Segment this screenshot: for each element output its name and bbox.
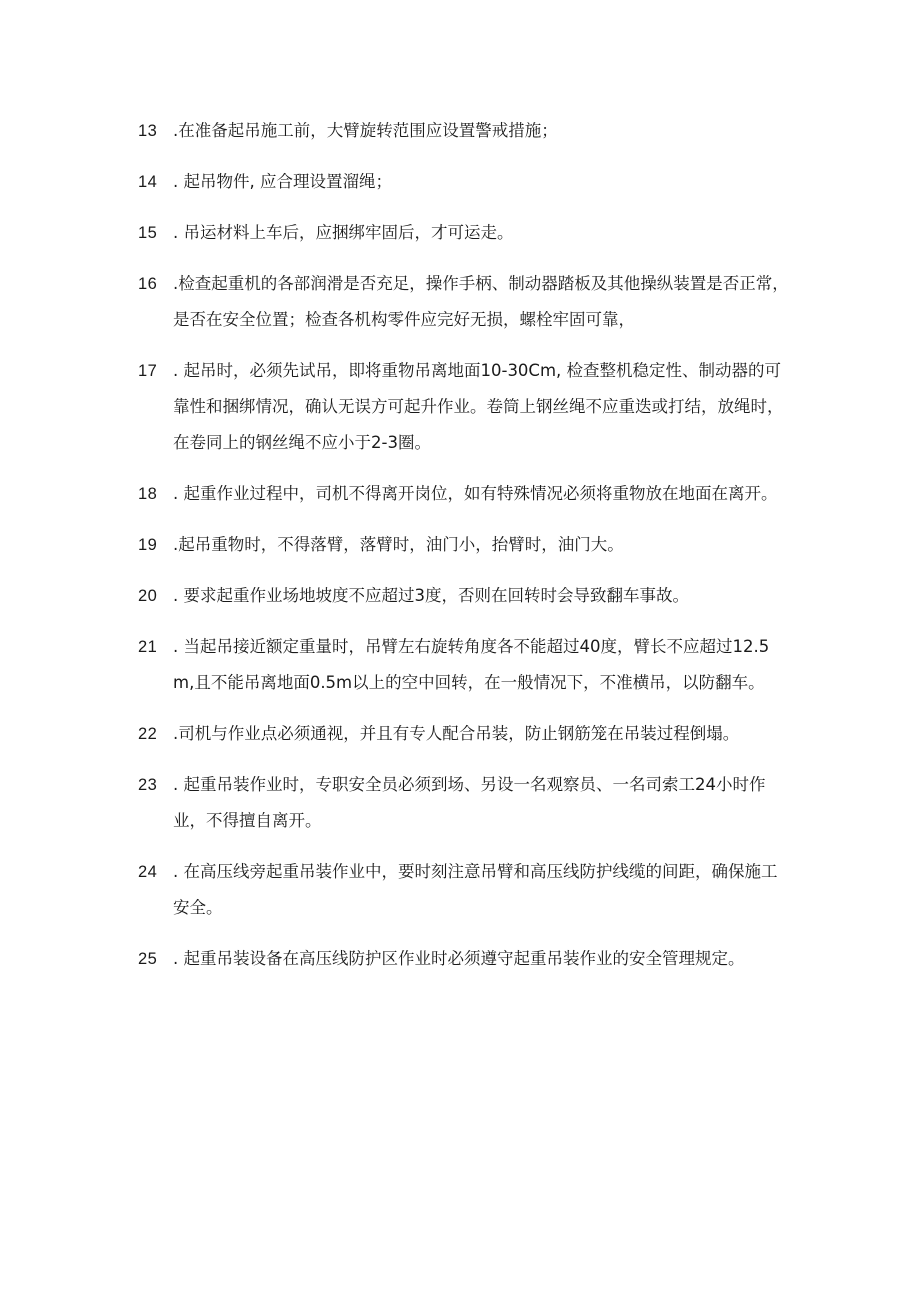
- item-number: 25: [138, 950, 158, 968]
- list-item: [138, 266, 790, 338]
- list-item: [138, 578, 790, 614]
- item-number: 17: [138, 362, 158, 380]
- list-item: [138, 164, 790, 200]
- item-text: .在准备起吊施工前，大臂旋转范围应设置警戒措施；: [173, 121, 558, 140]
- item-number: 13: [138, 122, 158, 140]
- item-number: 14: [138, 173, 158, 191]
- list-item: [138, 215, 790, 251]
- item-number: 22: [138, 725, 158, 743]
- item-number: 18: [138, 485, 158, 503]
- item-text: . 起吊物件, 应合理设置溜绳；: [173, 172, 392, 191]
- item-number: 19: [138, 536, 158, 554]
- item-number: 23: [138, 776, 158, 794]
- list-item: [138, 476, 790, 512]
- item-text: .起吊重物时，不得落臂，落臂时，油门小，抬臂时，油门大。: [173, 535, 624, 554]
- item-text: .检查起重机的各部润滑是否充足，操作手柄、制动器踏板及其他操纵装置是否正常，是否在安全位置；检查各机构零件应完好无损，螺栓牢固可靠，: [173, 274, 789, 329]
- list-item: [138, 629, 790, 701]
- item-text: . 起吊时，必须先试吊，即将重物吊离地面10-30Cm, 检查整机稳定性、制动器的可靠性和捆绑情况，确认无误方可起升作业。卷筒上钢丝绳不应重迭或打结，放绳时，在卷同上的钢丝绳不应小于2-3圈。: [173, 361, 784, 452]
- list-item: [138, 941, 790, 977]
- list-item: [138, 527, 790, 563]
- item-text: . 起重作业过程中，司机不得离开岗位，如有特殊情况必须将重物放在地面在离开。: [173, 484, 778, 503]
- list-item: [138, 353, 790, 461]
- item-text: . 起重吊装设备在高压线防护区作业时必须遵守起重吊装作业的安全管理规定。: [173, 949, 745, 968]
- list-item: [138, 854, 790, 926]
- list-item: [138, 113, 790, 149]
- item-number: 16: [138, 275, 158, 293]
- item-number: 15: [138, 224, 158, 242]
- item-text: . 当起吊接近额定重量时，吊臂左右旋转角度各不能超过40度，臂长不应超过12.5m,且不能吊离地面0.5m以上的空中回转，在一般情况下，不准横吊，以防翻车。: [173, 637, 770, 692]
- item-text: .司机与作业点必须通视，并且有专人配合吊装，防止钢筋笼在吊装过程倒塌。: [173, 724, 740, 743]
- item-text: . 吊运材料上车后，应捆绑牢固后，才可运走。: [173, 223, 514, 242]
- item-number: 21: [138, 638, 158, 656]
- item-text: . 在高压线旁起重吊装作业中，要时刻注意吊臂和高压线防护线缆的间距，确保施工安全。: [173, 862, 778, 917]
- item-text: . 要求起重作业场地坡度不应超过3度，否则在回转时会导致翻车事故。: [173, 586, 689, 605]
- item-number: 24: [138, 863, 158, 881]
- safety-rules-list: [138, 113, 790, 992]
- list-item: [138, 716, 790, 752]
- item-number: 20: [138, 587, 158, 605]
- list-item: [138, 767, 790, 839]
- item-text: . 起重吊装作业时，专职安全员必须到场、另设一名观察员、一名司索工24小时作业，不得擅自离开。: [173, 775, 766, 830]
